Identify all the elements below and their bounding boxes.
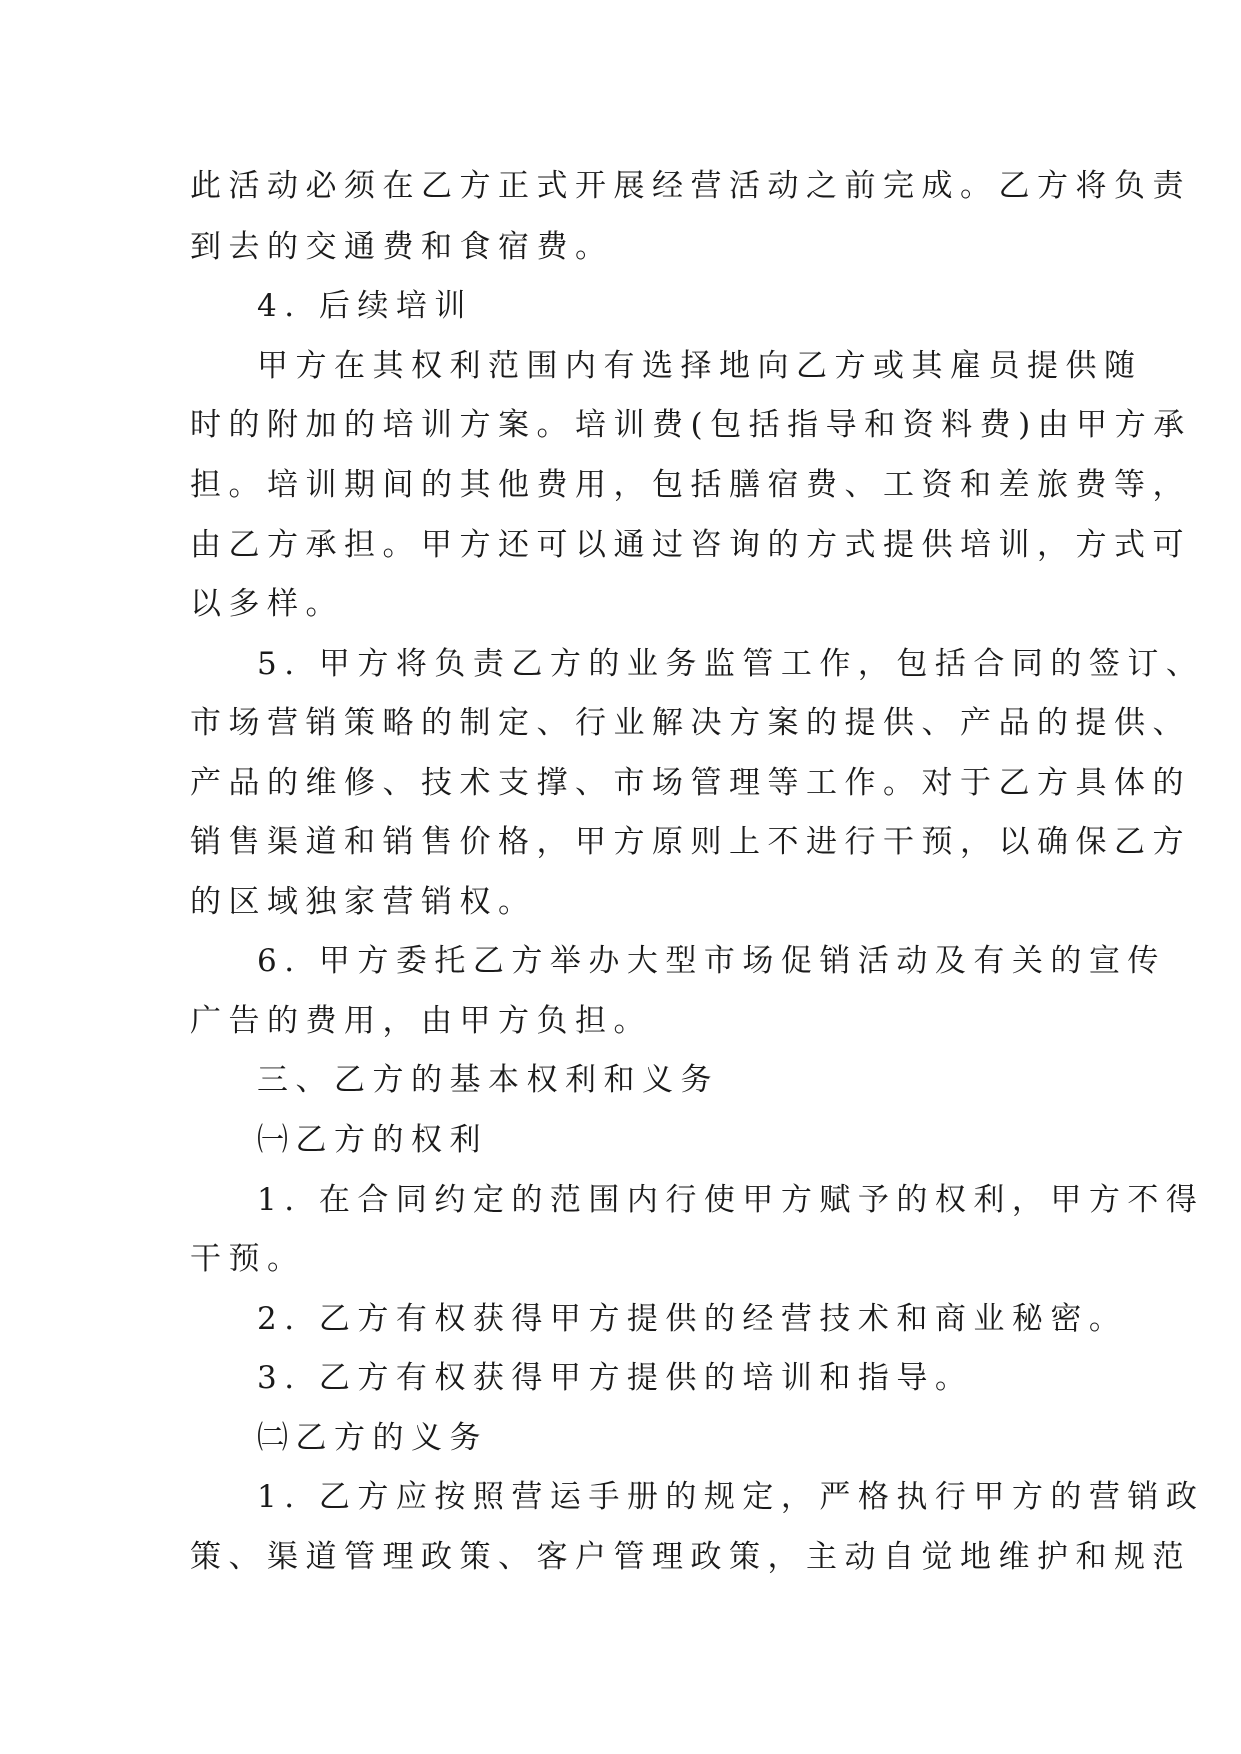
paragraph-line: 以多样。 bbox=[190, 586, 344, 622]
paragraph-line: 销售渠道和销售价格，甲方原则上不进行干预，以确保乙方 bbox=[190, 824, 1191, 860]
subsection-heading: ㈡乙方的义务 bbox=[257, 1420, 488, 1456]
paragraph-line: 的区域独家营销权。 bbox=[190, 884, 537, 920]
paragraph-line: 时的附加的培训方案。培训费(包括指导和资料费)由甲方承 bbox=[190, 407, 1192, 443]
section-heading: 4. 后续培训 bbox=[257, 288, 473, 324]
paragraph-line: 此活动必须在乙方正式开展经营活动之前完成。乙方将负责 bbox=[190, 168, 1191, 204]
paragraph-line: 广告的费用，由甲方负担。 bbox=[190, 1003, 652, 1039]
paragraph-line: 由乙方承担。甲方还可以通过咨询的方式提供培训，方式可 bbox=[190, 527, 1191, 563]
paragraph-line: 1. 在合同约定的范围内行使甲方赋予的权利，甲方不得 bbox=[257, 1182, 1205, 1218]
section-heading: 三、乙方的基本权利和义务 bbox=[257, 1062, 719, 1098]
paragraph-line: 甲方在其权利范围内有选择地向乙方或其雇员提供随 bbox=[257, 348, 1143, 384]
paragraph-line: 3. 乙方有权获得甲方提供的培训和指导。 bbox=[257, 1360, 974, 1396]
subsection-heading: ㈠乙方的权利 bbox=[257, 1122, 488, 1158]
paragraph-line: 产品的维修、技术支撑、市场管理等工作。对于乙方具体的 bbox=[190, 765, 1191, 801]
paragraph-line: 1. 乙方应按照营运手册的规定，严格执行甲方的营销政 bbox=[257, 1479, 1205, 1515]
paragraph-line: 5. 甲方将负责乙方的业务监管工作，包括合同的签订、 bbox=[257, 646, 1205, 682]
paragraph-line: 担。培训期间的其他费用，包括膳宿费、工资和差旅费等， bbox=[190, 467, 1191, 503]
paragraph-line: 2. 乙方有权获得甲方提供的经营技术和商业秘密。 bbox=[257, 1301, 1128, 1337]
paragraph-line: 市场营销策略的制定、行业解决方案的提供、产品的提供、 bbox=[190, 705, 1191, 741]
paragraph-line: 干预。 bbox=[190, 1241, 306, 1277]
paragraph-line: 到去的交通费和食宿费。 bbox=[190, 229, 614, 265]
paragraph-line: 策、渠道管理政策、客户管理政策，主动自觉地维护和规范 bbox=[190, 1539, 1191, 1575]
paragraph-line: 6. 甲方委托乙方举办大型市场促销活动及有关的宣传 bbox=[257, 943, 1166, 979]
